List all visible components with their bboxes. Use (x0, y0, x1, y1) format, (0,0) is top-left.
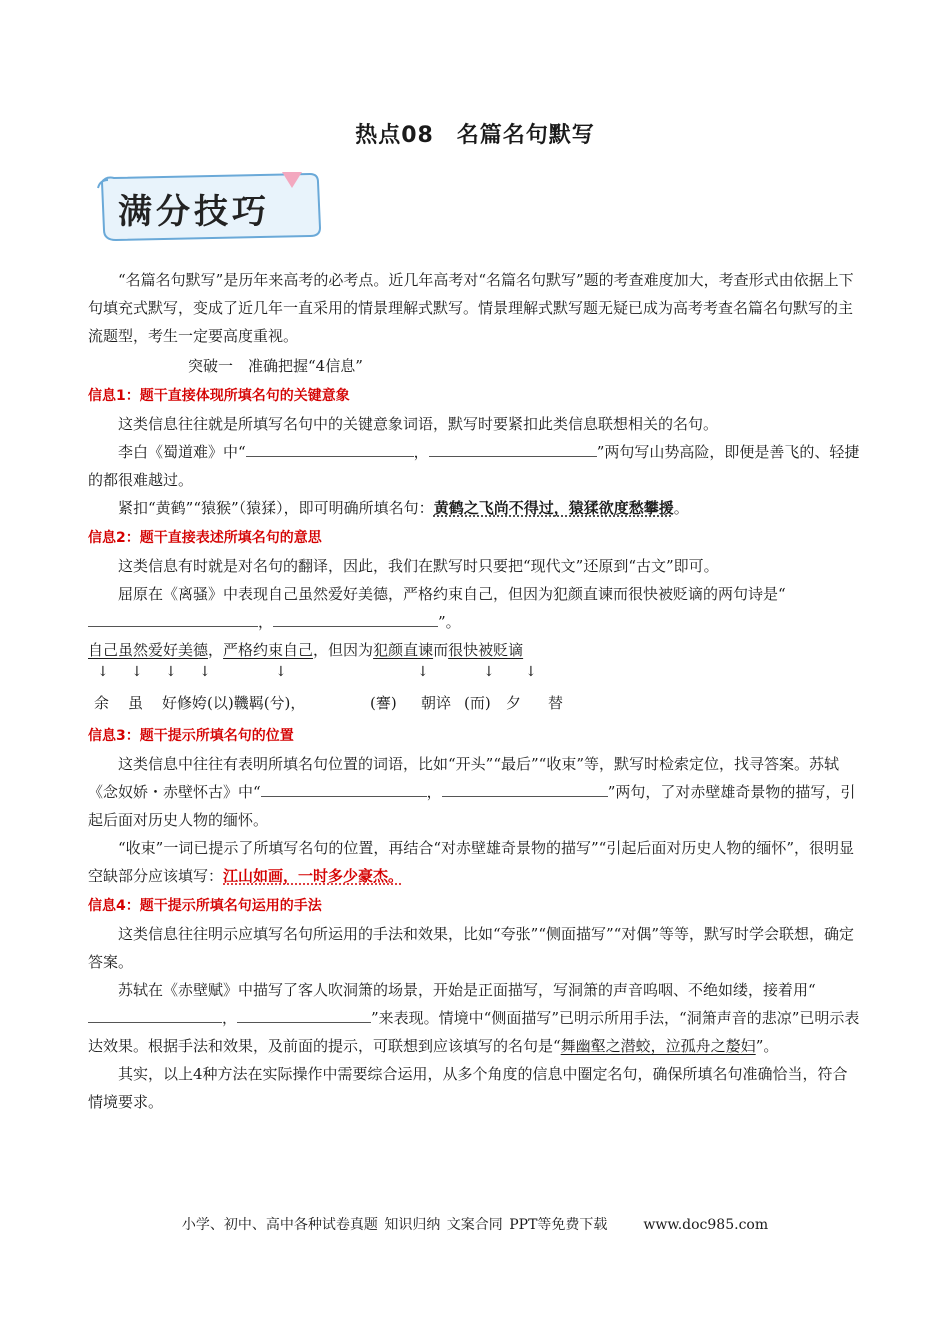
fill-blank (273, 610, 438, 627)
classical-gloss-row (88, 690, 860, 720)
info4-example (88, 976, 860, 1060)
fill-blank (88, 1006, 222, 1023)
open-quote: “ (778, 585, 786, 603)
gloss-word: 替 (548, 694, 564, 712)
gloss-word: (謇) (370, 694, 397, 712)
info4-example-end: ”。 (755, 1037, 779, 1055)
gloss-word: 虽 (128, 694, 144, 712)
info2-example-pre: 屈原在《离骚》中表现自己虽然爱好美德，严格约束自己，但因为犯颜直谏而很快被贬谪的两句诗是 (118, 585, 779, 603)
footer-text: 小学、初中、高中各种试卷真题 知识归纳 文案合同 PPT等免费下载 (181, 1217, 608, 1233)
modern-segment: 严格约束自己 (223, 641, 314, 659)
info3-desc-pre: 这类信息中往往有表明所填名句位置的词语，比如“开头”“最后”“收束”等，默写时检索定位，找寻答案。苏轼《念奴娇・赤壁怀古》中“ (88, 755, 840, 801)
info1-example-post: ”两句写山势高险，即便是善飞的、轻捷的都很难越过。 (88, 443, 860, 489)
info3-analysis-pre: “收束”一词已提示了所填写名句的位置，再结合“对赤壁雄奇景物的描写”“引起后面对历史人物的缅怀”，很明显空缺部分应该填写： (88, 839, 855, 885)
arrow-row (88, 664, 860, 690)
banner-text: 满分技巧 (118, 192, 270, 232)
info2-example (88, 580, 860, 636)
comma: ， (426, 783, 442, 801)
comma: ， (413, 443, 429, 461)
comma: ， (258, 613, 274, 631)
info4-desc: 这类信息往往明示应填写名句所运用的手法和效果，比如“夸张”“侧面描写”“对偶”等等，默写时学会联想，确定答案。 (88, 925, 855, 971)
gloss-word: 朝谇 (421, 694, 452, 712)
gloss-word: (而) (464, 694, 491, 712)
info4-example-pre: 苏轼在《赤壁赋》中描写了客人吹洞箫的场景，开始是正面描写，写洞箫的声音呜咽、不绝如缕，接着用“ (118, 981, 816, 999)
modern-segment: 很快被贬谪 (448, 641, 524, 659)
info3-heading: 信息3：题干提示所填名句的位置 (88, 728, 294, 744)
section-banner (96, 168, 326, 244)
intro-paragraph: “名篇名句默写”是历年来高考的必考点。近几年高考对“名篇名句默写”题的考查难度加大，考查形式由依据上下句填充式默写，变成了近几年一直采用的情景理解式默写。情景理解式默写题无疑已成为高考考查名篇名句默写的主流题型，考生一定要高度重视。 (88, 271, 854, 345)
down-arrow-icon: ↓ (199, 664, 211, 680)
info3-analysis (88, 834, 860, 890)
info1-desc: 这类信息往往就是所填写名句中的关键意象词语，默写时要紧扣此类信息联想相关的名句。 (118, 415, 719, 433)
info2-desc: 这类信息有时就是对名句的翻译，因此，我们在默写时只要把“现代文”还原到“古文”即可。 (118, 557, 719, 575)
footer-site-link[interactable]: www.doc985.com (643, 1217, 769, 1233)
page-title: 热点08 名篇名句默写 (355, 123, 595, 148)
down-arrow-icon: ↓ (275, 664, 287, 680)
separator: ，但因为 (313, 641, 374, 659)
info4-example-post: ”来表现。情境中“侧面描写”已明示所用手法，“洞箫声音的悲凉”已明示表达效果。根据手法和效果，及前面的提示，可联想到应该填写的名句是“ (88, 1009, 860, 1055)
info1-answer: 黄鹤之飞尚不得过，猿猱欲度愁攀援 (433, 499, 674, 517)
modern-segment: 自己虽然爱好美德 (88, 641, 209, 659)
conclusion-paragraph: 其实，以上4种方法在实际操作中需要综合运用，从多个角度的信息中圈定名句，确保所填名句准确恰当，符合情境要求。 (88, 1065, 848, 1111)
gloss-word: 好修姱(以)鞿羁(兮)， (162, 694, 306, 712)
breakthrough-heading: 突破一 准确把握“4信息” (188, 357, 363, 375)
info4-heading: 信息4：题干提示所填名句运用的手法 (88, 898, 322, 914)
gloss-word: 余 (94, 694, 110, 712)
period: 。 (673, 499, 689, 517)
separator: ， (208, 641, 224, 659)
fill-blank (442, 780, 608, 797)
down-arrow-icon: ↓ (97, 664, 109, 680)
comma: ， (222, 1009, 238, 1027)
modern-segment: 犯颜直谏 (373, 641, 434, 659)
fill-blank (88, 610, 258, 627)
info1-analysis (88, 494, 860, 522)
down-arrow-icon: ↓ (417, 664, 429, 680)
fill-blank (237, 1006, 371, 1023)
main-content (88, 266, 860, 1116)
page-footer (0, 1214, 950, 1234)
info1-example-pre: 李白《蜀道难》中“ (118, 443, 246, 461)
info3-desc (88, 750, 860, 834)
down-arrow-icon: ↓ (525, 664, 537, 680)
info1-heading: 信息1：题干直接体现所填名句的关键意象 (88, 388, 350, 404)
info3-desc-post: ”两句，了对赤壁雄奇景物的描写，引起后面对历史人物的缅怀。 (88, 783, 856, 829)
separator: 而 (433, 641, 449, 659)
modern-translation (88, 636, 860, 664)
info3-answer: 江山如画，一时多少豪杰。 (223, 867, 404, 885)
info1-analysis-pre: 紧扣“黄鹤”“猿猴”（猿猱），即可明确所填名句： (118, 499, 434, 517)
down-arrow-icon: ↓ (165, 664, 177, 680)
down-arrow-icon: ↓ (131, 664, 143, 680)
fill-blank (261, 780, 427, 797)
info1-example (88, 438, 860, 494)
down-arrow-icon: ↓ (483, 664, 495, 680)
fill-blank (429, 440, 597, 457)
gloss-word: 夕 (506, 694, 522, 712)
info2-heading: 信息2：题干直接表述所填名句的意思 (88, 530, 322, 546)
info4-answer: 舞幽壑之潜蛟，泣孤舟之嫠妇 (560, 1037, 756, 1055)
close-quote: ”。 (438, 613, 461, 631)
fill-blank (246, 440, 414, 457)
